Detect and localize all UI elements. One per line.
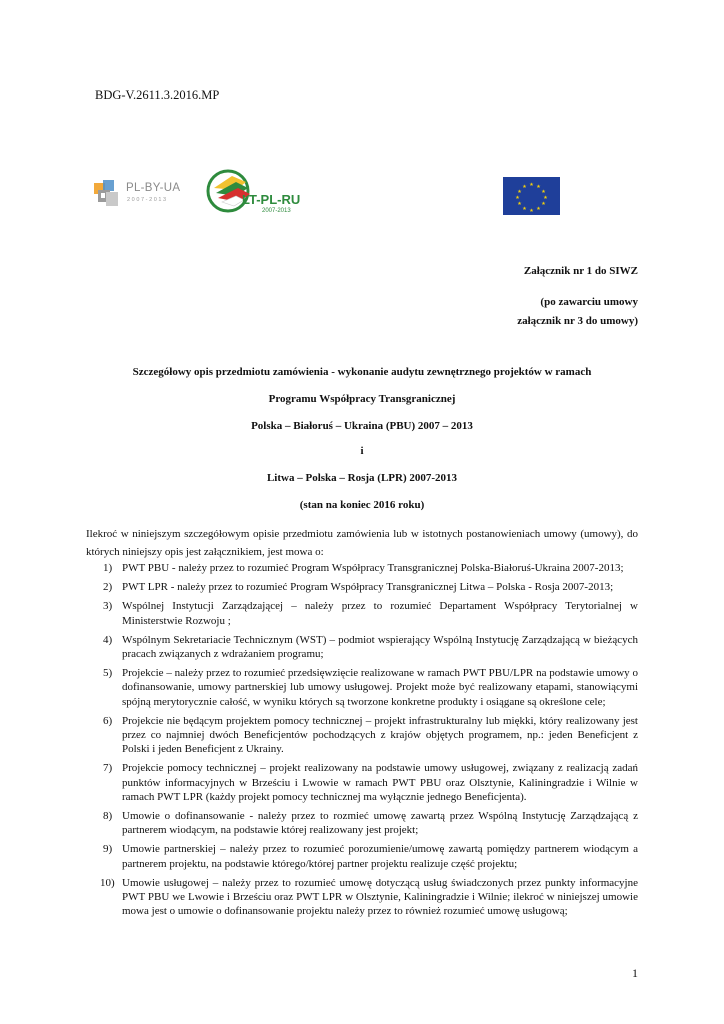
svg-text:★: ★ (536, 184, 541, 190)
lt-pl-ru-logo-text: LT-PL-RU (242, 192, 301, 207)
list-item-text: Umowie o dofinansowanie - należy przez to rozmieć umowę zawartą przez Wspólną Instytucję Zarządzającą z partnerem wiodącym, na podstawie której realizowany jest projekt; (122, 810, 638, 837)
svg-text:★: ★ (541, 201, 546, 207)
title-line-6: (stan na koniec 2016 roku) (299, 499, 425, 511)
annex-line-1: Załącznik nr 1 do SIWZ (523, 265, 638, 277)
list-item-text: Projekcie nie będącym projektem pomocy technicznej – projekt infrastrukturalny lub miękki, który realizowany jest przez co najmniej dwóch Beneficjentów pochodzących z krajów objętych programem, np.: jeden Beneficjent z Polski i jeden Beneficjent z Ukrainy. (122, 714, 638, 756)
svg-text:★: ★ (541, 189, 546, 195)
svg-text:★: ★ (515, 195, 520, 201)
list-item-text: Wspólnej Instytucji Zarządzającej – należy przez to rozumieć Departament Współpracy Terytorialnej w Ministerstwie Rozwoju ; (122, 600, 638, 627)
list-item-number: 3) (103, 600, 113, 613)
title-line-5: Litwa – Polska – Rosja (LPR) 2007-2013 (266, 472, 458, 484)
pl-by-ua-logo-text: PL-BY-UA (126, 182, 181, 194)
title-line-2: Programu Współpracy Transgranicznej (268, 393, 456, 405)
list-item-number: 6) (103, 714, 113, 727)
annex-line-2: (po zawarciu umowy (540, 296, 638, 308)
list-item (86, 666, 638, 709)
svg-text:★: ★ (529, 208, 534, 214)
list-item-text: Umowie usługowej – należy przez to rozumieć umowę dotyczącą usług świadczonych przez punkty informacyjne PWT PBU we Lwowie i Brześciu oraz PWT LPR w Olsztynie, Kaliningradzie i Wilnie; ilekroć w niniejszej umowie mowa jest o umowie o dofinansowanie projektu należy przez to również rozumieć umowę usługową; (122, 876, 638, 918)
document-reference: BDG-V.2611.3.2016.MP (95, 88, 220, 102)
title-line-1: Szczegółowy opis przedmiotu zamówienia - wykonanie audytu zewnętrznego projektów w ramach (132, 366, 592, 378)
list-item-number: 1) (103, 562, 113, 574)
list-item-number: 2) (103, 581, 113, 594)
page-number: 1 (632, 966, 638, 980)
list-item (86, 633, 638, 661)
lt-pl-ru-logo (206, 168, 310, 218)
list-item-number: 10) (100, 876, 115, 889)
pl-by-ua-logo (94, 180, 184, 210)
list-item (86, 761, 638, 804)
list-item-text: PWT LPR - należy przez to rozumieć Program Współpracy Transgranicznej Litwa – Polska - Rosja 2007-2013; (122, 581, 614, 594)
svg-text:★: ★ (517, 201, 522, 207)
svg-text:★: ★ (522, 206, 527, 212)
list-item-number: 5) (103, 667, 113, 680)
list-item-number: 8) (103, 810, 113, 823)
list-item-number: 9) (103, 843, 113, 856)
svg-text:★: ★ (529, 182, 534, 188)
list-item (86, 561, 638, 575)
pl-by-ua-mark-icon (94, 180, 122, 208)
list-item-text: Projekcie pomocy technicznej – projekt realizowany na podstawie umowy usługowej, związany z realizacją zadań punktów informacyjnych w Brześciu i Lwowie w ramach PWT PBU oraz Olsztynie, Kaliningradzie i Wilnie w ramach PWT LPR (każdy projekt pomocy technicznej ma wyłącznie jednego Beneficjenta). (122, 762, 638, 803)
list-item (86, 714, 638, 757)
lt-pl-ru-mark-icon (206, 168, 254, 214)
annex-line-3: załącznik nr 3 do umowy) (517, 315, 638, 327)
svg-text:★: ★ (517, 189, 522, 195)
list-item-text: PWT PBU - należy przez to rozumieć Program Współpracy Transgranicznej Polska-Białoruś-Ukraina 2007-2013; (122, 562, 624, 574)
list-item (86, 599, 638, 627)
svg-text:★: ★ (536, 206, 541, 212)
list-item (86, 876, 638, 919)
list-item (86, 842, 638, 870)
title-line-4: i (360, 445, 364, 457)
pl-by-ua-logo-years: 2007-2013 (127, 197, 168, 203)
list-item (86, 809, 638, 837)
list-item-text: Projekcie – należy przez to rozumieć przedsięwzięcie realizowane w ramach PWT PBU/LPR na podstawie umowy o dofinansowanie, umowy partnerskiej lub umowy usługowej. Projekt może być realizowany etapami, stanowiącymi spójną merytorycznie całość, w wyniku których są tworzone konkretne produkty i osiągane są określone cele; (122, 667, 638, 708)
list-item-text: Umowie partnerskiej – należy przez to rozumieć porozumienie/umowę zawartą pomiędzy partnerem wiodącym a partnerem projektu, na podstawie którego/której partner projektu realizuje część projektu; (122, 843, 638, 870)
list-item-text: Wspólnym Sekretariacie Technicznym (WST) – podmiot wspierający Wspólną Instytucję Zarządzającą w bieżących pracach związanych z wdrażaniem programu; (122, 633, 638, 661)
eu-flag-icon (503, 177, 560, 215)
svg-text:★: ★ (522, 184, 527, 190)
lt-pl-ru-logo-years: 2007-2013 (262, 208, 291, 214)
list-item-number: 7) (103, 762, 113, 775)
list-item (86, 580, 638, 594)
intro-paragraph: Ilekroć w niniejszym szczegółowym opisie przedmiotu zamówienia lub w istotnych postanowieniach umowy (umowy), do których niniejszy opis jest załącznikiem, jest mowa o: (86, 528, 638, 558)
svg-text:★: ★ (543, 195, 548, 201)
definitions-list (86, 561, 638, 923)
list-item-number: 4) (103, 633, 113, 646)
title-line-3: Polska – Białoruś – Ukraina (PBU) 2007 – 2013 (251, 420, 473, 432)
